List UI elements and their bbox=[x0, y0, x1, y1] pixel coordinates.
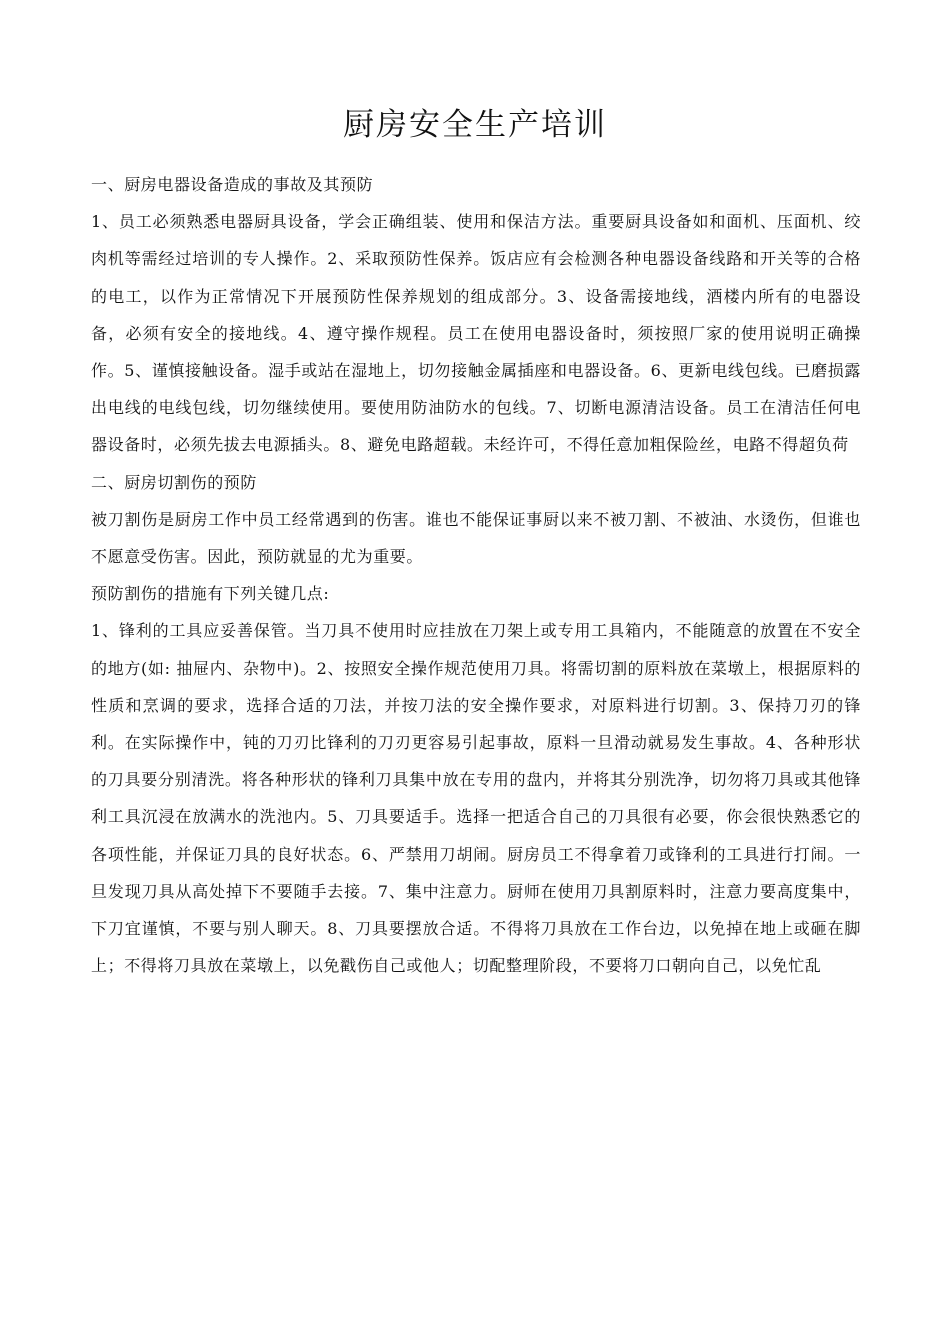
section2-intro: 被刀割伤是厨房工作中员工经常遇到的伤害。谁也不能保证事厨以来不被刀割、不被油、水烫伤，但谁也不愿意受伤害。因此，预防就显的尤为重要。 bbox=[91, 509, 861, 567]
section1-heading: 一、厨房电器设备造成的事故及其预防 bbox=[91, 175, 374, 194]
document-title: 厨房安全生产培训 bbox=[343, 107, 607, 143]
section2-measures: 1、锋利的工具应妥善保管。当刀具不使用时应挂放在刀架上或专用工具箱内，不能随意的放置在不安全的地方(如: 抽屉内、杂物中)。2、按照安全操作规范使用刀具。将需切割的原料放在菜墩上，根据原料的性质和烹调的要求，选择合适的刀法，并按刀法的安全操作要求，对原料进行切割。3、保持刀刃的锋利。在实际操作中，钝的刀刃比锋利的刀刃更容易引起事故，原料一旦滑动就易发生事故。4、各种形状的刀具要分别清洗。将各种形状的锋利刀具集中放在专用的盘内，并将其分别洗净，切勿将刀具或其他锋利工具沉浸在放满水的洗池内。5、刀具要适手。选择一把适合自己的刀具很有必要，你会很快熟悉它的各项性能，并保证刀具的良好状态。6、严禁用刀胡闹。厨房员工不得拿着刀或锋利的工具进行打闹。一旦发现刀具从高处掉下不要随手去接。7、集中注意力。厨师在使用刀具割原料时，注意力要高度集中，下刀宜谨慎，不要与别人聊天。8、刀具要摆放合适。不得将刀具放在工作台边，以免掉在地上或砸在脚上；不得将刀具放在菜墩上，以免戳伤自己或他人；切配整理阶段，不要将刀口朝向自己，以免忙乱 bbox=[91, 621, 861, 976]
section2-heading: 二、厨房切割伤的预防 bbox=[91, 472, 258, 492]
section1-paragraph: 1、员工必须熟悉电器厨具设备，学会正确组装、使用和保洁方法。重要厨具设备如和面机、压面机、绞肉机等需经过培训的专人操作。2、采取预防性保养。饭店应有会检测各种电器设备线路和开关等的合格的电工，以作为正常情况下开展预防性保养规划的组成部分。3、设备需接地线，酒楼内所有的电器设备，必须有安全的接地线。4、遵守操作规程。员工在使用电器设备时，须按照厂家的使用说明正确操作。5、谨慎接触设备。湿手或站在湿地上，切勿接触金属插座和电器设备。6、更新电线包线。已磨损露出电线的电线包线，切勿继续使用。要使用防油防水的包线。7、切断电源清洁设备。员工在清洁任何电器设备时，必须先拔去电源插头。8、避免电路超载。未经许可，不得任意加粗保险丝，电路不得超负荷 bbox=[91, 212, 861, 455]
document-body bbox=[91, 166, 861, 984]
section2-measures-label: 预防割伤的措施有下列关键几点: bbox=[91, 584, 330, 604]
